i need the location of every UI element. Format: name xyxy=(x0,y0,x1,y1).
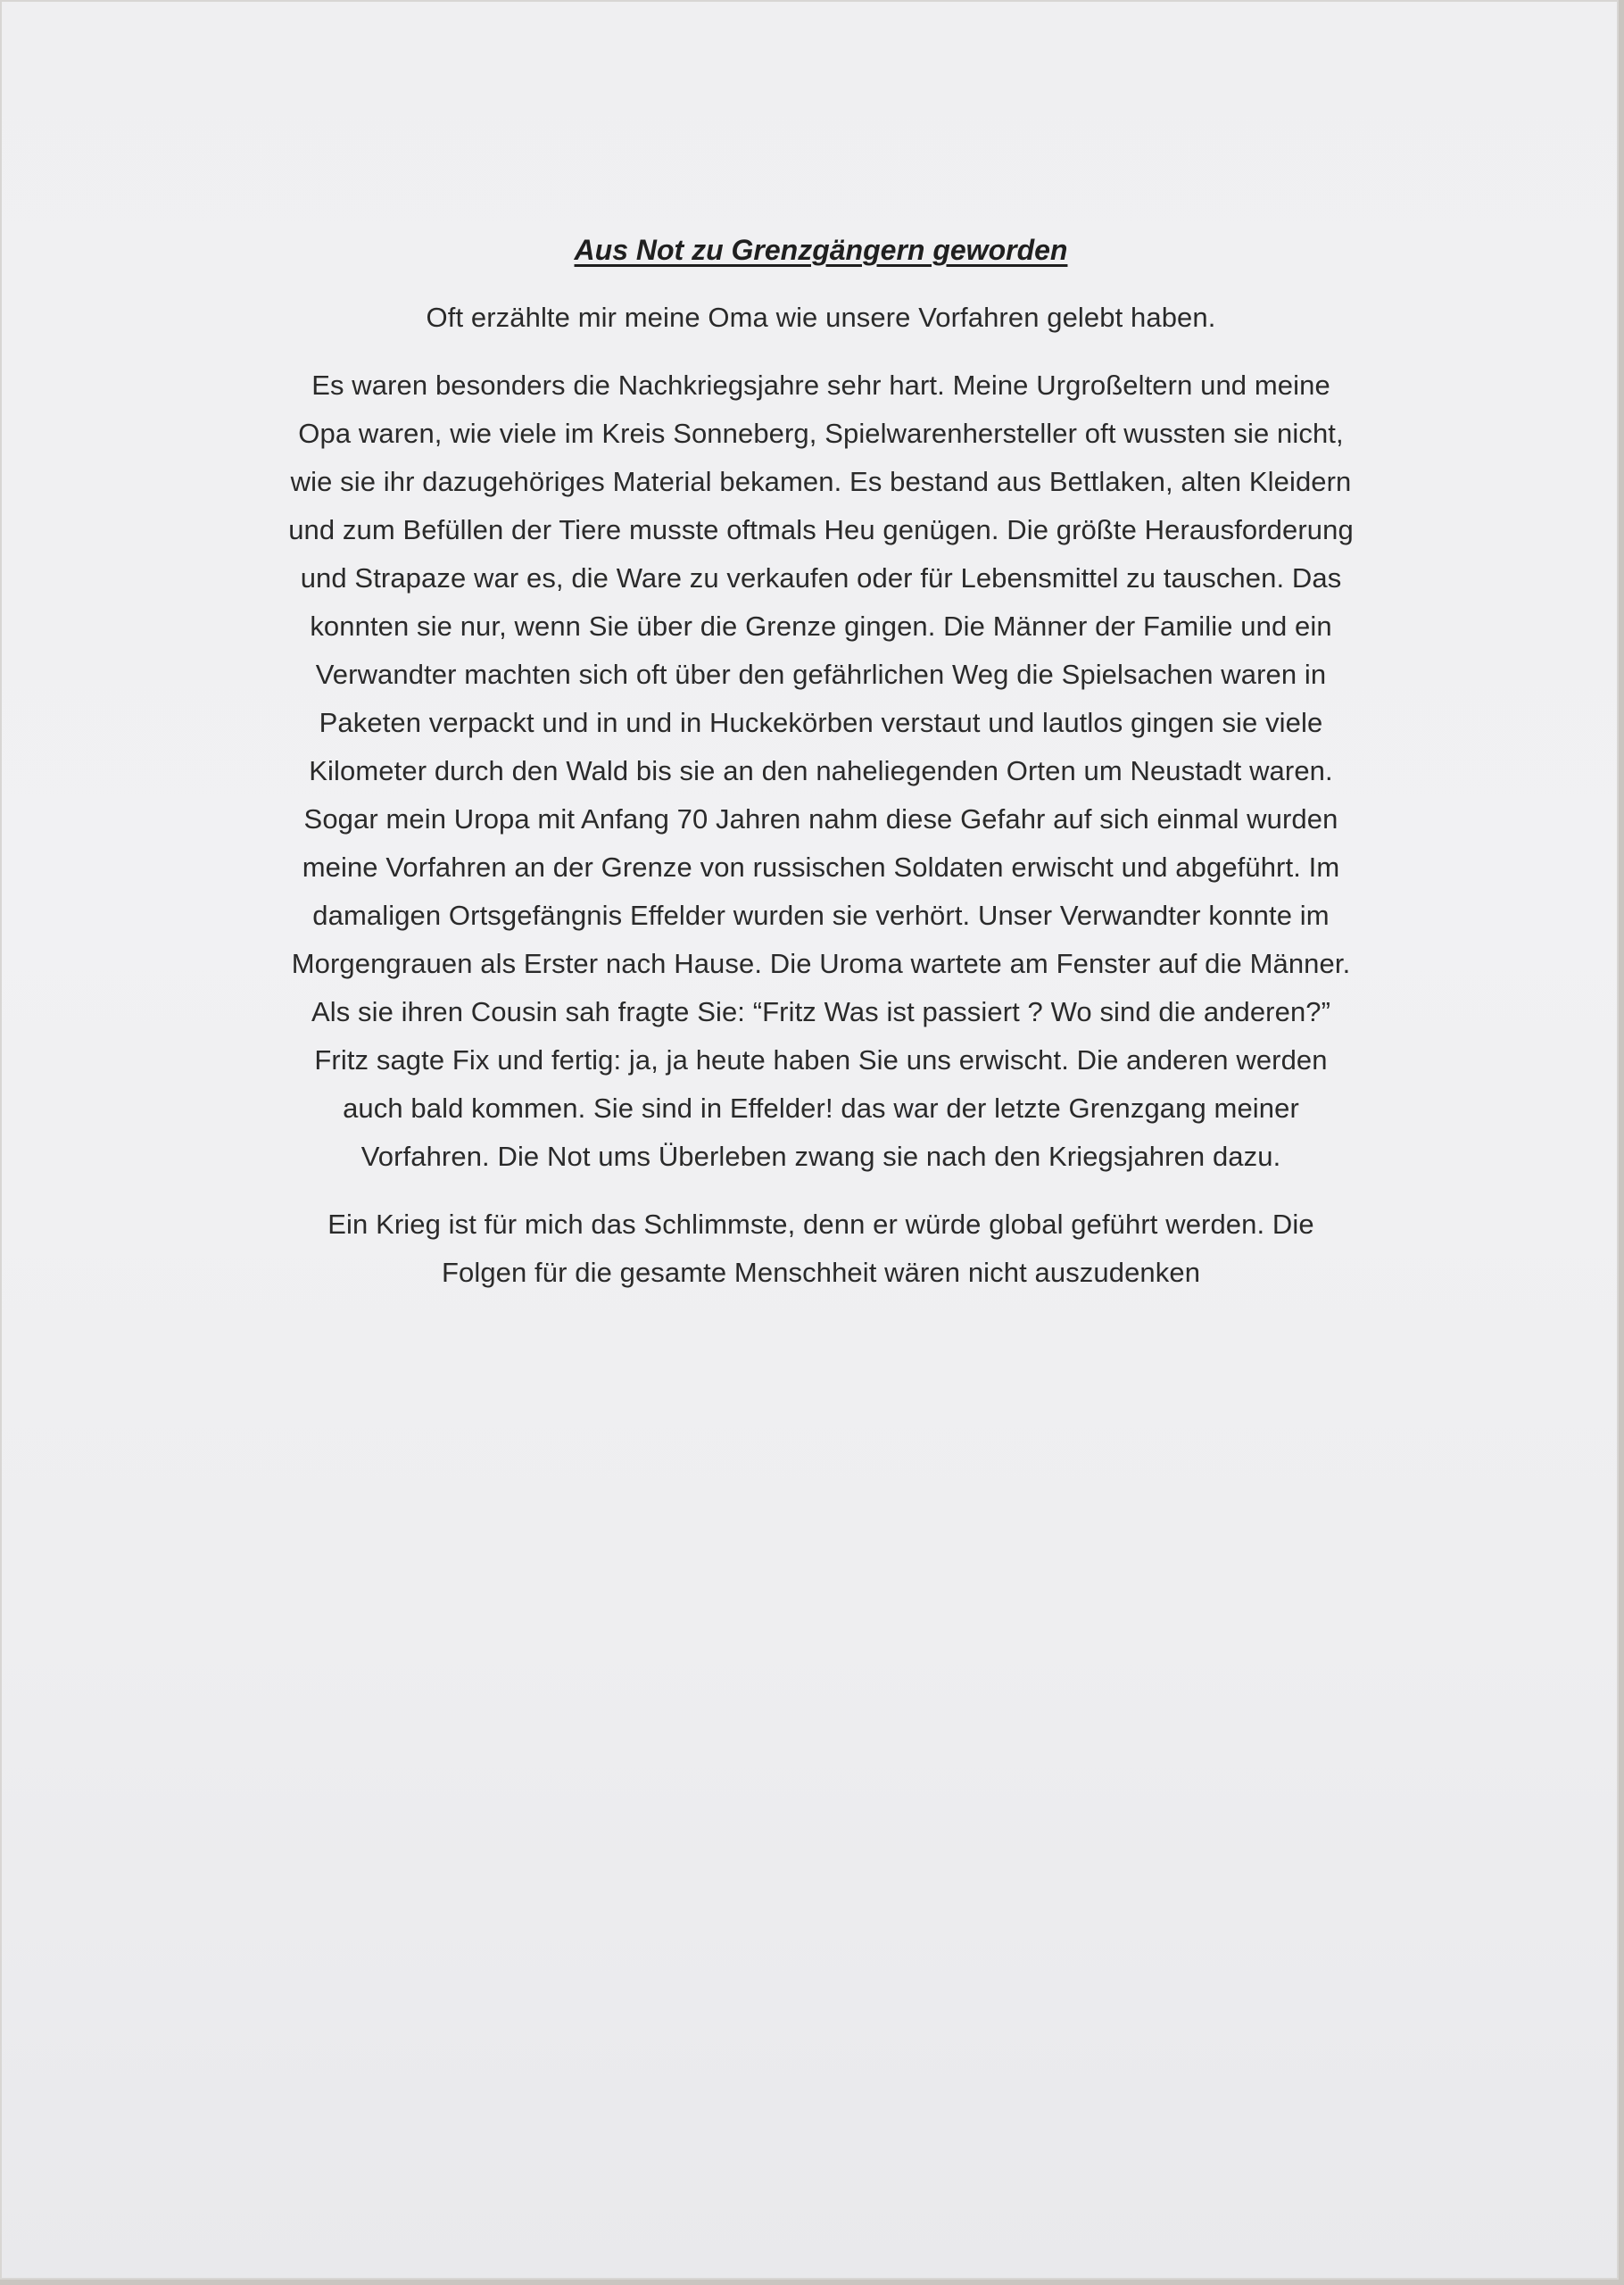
document-body xyxy=(268,228,1374,1317)
document-title: Aus Not zu Grenzgängern geworden xyxy=(574,234,1068,266)
closing-paragraph: Ein Krieg ist für mich das Schlimmste, denn er würde global geführt werden. Die Folgen für die gesamte Menschheit wären nicht auszudenken xyxy=(327,1209,1314,1288)
intro-paragraph: Oft erzählte mir meine Oma wie unsere Vorfahren gelebt haben. xyxy=(426,302,1216,333)
story-paragraph: Es waren besonders die Nachkriegsjahre sehr hart. Meine Urgroßeltern und meine Opa waren, wie viele im Kreis Sonneberg, Spielwarenhersteller oft wussten sie nicht, wie sie ihr dazugehöriges Material bekamen. Es bestand aus Bettlaken, alten Kleidern und zum Befüllen der Tiere musste oftmals Heu genügen. Die größte Herausforderung und Strapaze war es, die Ware zu verkaufen oder für Lebensmittel zu tauschen. Das konnten sie nur, wenn Sie über die Grenze gingen. Die Männer der Familie und ein Verwandter machten sich oft über den gefährlichen Weg die Spielsachen waren in Paketen verpackt und in und in Huckekörben verstaut und lautlos gingen sie viele Kilometer durch den Wald bis sie an den naheliegenden Orten um Neustadt waren. Sogar mein Uropa mit Anfang 70 Jahren nahm diese Gefahr auf sich einmal wurden meine Vorfahren an der Grenze von russischen Soldaten erwischt und abgeführt. Im damaligen Ortsgefängnis Effelder wurden sie verhört. Unser Verwandter konnte im Morgengrauen als Erster nach Hause. Die Uroma wartete am Fenster auf die Männer. Als sie ihren Cousin sah fragte Sie: “Fritz Was ist passiert ? Wo sind die anderen?” Fritz sagte Fix und fertig: ja, ja heute haben Sie uns erwischt. Die anderen werden auch bald kommen. Sie sind in Effelder! das war der letzte Grenzgang meiner Vorfahren. Die Not ums Überleben zwang sie nach den Kriegsjahren dazu. xyxy=(288,370,1354,1172)
